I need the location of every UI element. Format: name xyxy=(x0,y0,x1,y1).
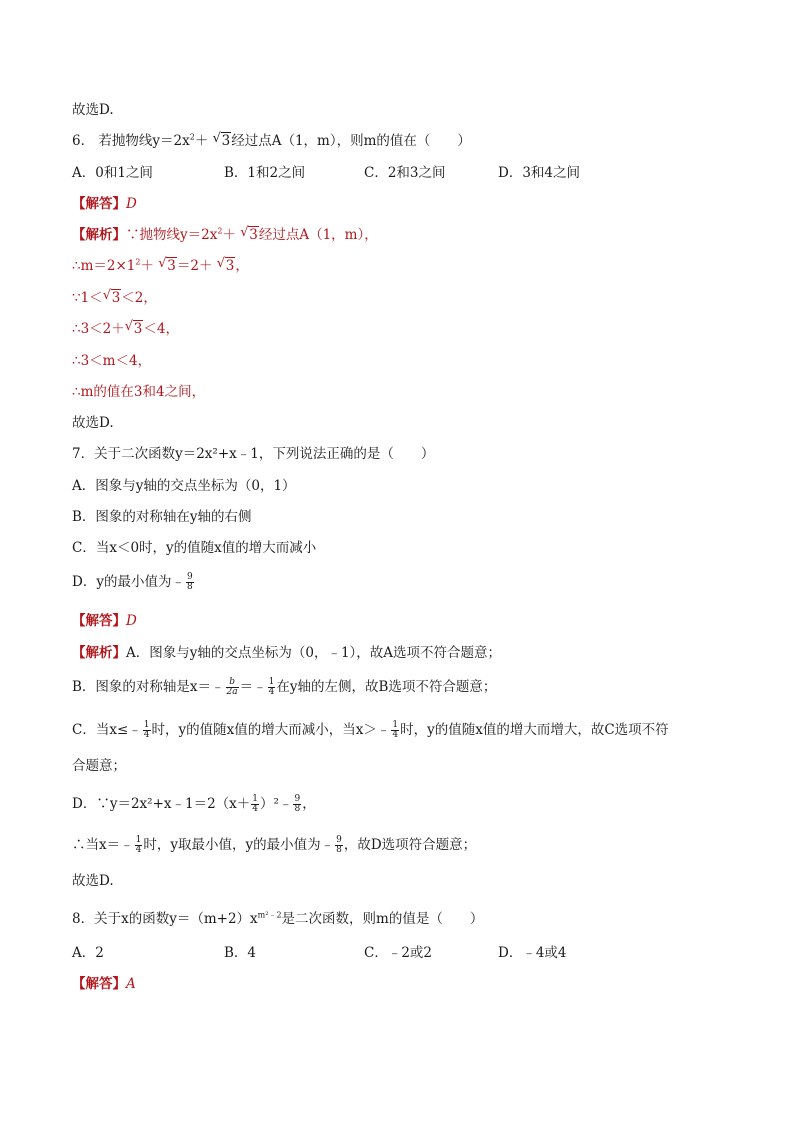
option-b: B．1和2之间 xyxy=(224,165,306,181)
question-number: 8． xyxy=(72,911,95,927)
analysis-6-line-6: ∴m的值在3和4之间， xyxy=(72,384,206,400)
analysis-7-line-a: 【解析】A．图象与y轴的交点坐标为（0，﹣1），故A选项不符合题意； xyxy=(72,645,502,661)
fraction: $\frac{1}{4}$ xyxy=(252,794,259,814)
fraction: $\frac{1}{4}$ xyxy=(268,677,275,697)
option-a: A．2 xyxy=(72,945,104,961)
question-number: 6． xyxy=(72,133,95,149)
question-6: 6． 若抛物线$y=2x^2+$ √ 3经过点A（1，m），则m的值在（ ） xyxy=(72,131,471,149)
answer-8: 【解答】A xyxy=(72,976,136,992)
option-c: C．2和3之间 xyxy=(364,165,446,181)
question-8: 8．关于x的函数$y=(m+2)x^{m^2﹣2}$是二次函数，则m的值是（ ） xyxy=(72,910,484,927)
analysis-7-line-c-cont: 合题意； xyxy=(72,758,126,774)
analysis-6-line-2: $\therefore m=2\times 1^2+$ √ 3＝2＋ √ 3， xyxy=(72,256,249,274)
question-7-option-b: B．图象的对称轴在y轴的右侧 xyxy=(72,509,252,525)
fraction: $\frac{9}{8}$ xyxy=(294,794,301,814)
option-a: A．0和1之间 xyxy=(72,165,153,181)
answer-6: 【解答】D xyxy=(72,196,137,212)
question-7-option-a: A．图象与y轴的交点坐标为（0，1） xyxy=(72,478,296,494)
fraction: $\frac{1}{4}$ xyxy=(143,720,150,740)
sqrt-expression: √ 3 xyxy=(158,256,176,274)
option-d: D．﹣4或4 xyxy=(498,945,567,961)
analysis-7-line-b: B．图象的对称轴是x＝﹣ $\frac{b}{2a}$ ＝﹣ $\frac{1}{4}$ 在y轴的左侧，故B选项不符合题意； xyxy=(72,677,497,697)
conclusion-prev: 故选D. xyxy=(72,102,114,118)
question-7: 7．关于二次函数y＝2x²+x﹣1，下列说法正确的是（ ） xyxy=(72,446,435,462)
sqrt-expression: √ 3 xyxy=(216,256,235,274)
question-number: 7． xyxy=(72,446,95,462)
fraction: $\frac{1}{4}$ xyxy=(135,835,142,855)
analysis-7-line-d: D．∵y＝2x²+x﹣1＝2（x＋ $\frac{1}{4}$ ）²﹣ $\frac{9}{8}$ ， xyxy=(72,794,316,814)
fraction: $\frac{9}{8}$ xyxy=(186,572,193,592)
fraction: $\frac{9}{8}$ xyxy=(336,835,342,855)
fraction: $\frac{b}{2a}$ xyxy=(226,677,238,697)
sqrt-expression: √ 3 xyxy=(102,288,121,306)
question-7-option-c: C．当x＜0时，y的值随x值的增大而减小 xyxy=(72,540,317,556)
analysis-6-line-4: ∴3＜2＋ √ 3＜4， xyxy=(72,319,179,337)
option-d: D．3和4之间 xyxy=(498,165,581,181)
analysis-6-line-3: ∵1＜ √ 3＜2， xyxy=(72,288,157,306)
question-7-option-d: D．y的最小值为﹣ $\frac{9}{8}$ xyxy=(72,572,193,592)
conclusion-6: 故选D. xyxy=(72,415,114,431)
option-b: B．4 xyxy=(224,945,257,961)
option-c: C．﹣2或2 xyxy=(364,945,433,961)
answer-7: 【解答】D xyxy=(72,613,137,629)
analysis-6-line-1: 【解析】∵抛物线$y=2x^2+$ √ 3经过点A（1，m）， xyxy=(72,225,378,243)
sqrt-expression: √ 3 xyxy=(240,225,258,243)
sqrt-expression: √ 3 xyxy=(124,319,143,337)
fraction: $\frac{1}{4}$ xyxy=(392,720,399,740)
analysis-7-line-c: C．当x≤﹣ $\frac{1}{4}$ 时，y的值随x值的增大而减小，当x＞﹣ $\frac{1}{4}$ 时，y的值随x值的增大而增大，故C选项不符 xyxy=(72,720,669,740)
sqrt-expression: √ 3 xyxy=(212,131,231,149)
analysis-7-line-e: ∴当x＝﹣ $\frac{1}{4}$ 时，y取最小值，y的最小值为﹣ $\frac{9}{8}$ ，故D选项符合题意； xyxy=(72,835,477,855)
conclusion-7: 故选D. xyxy=(72,873,114,889)
analysis-6-line-5: ∴3＜m＜4， xyxy=(72,353,152,369)
